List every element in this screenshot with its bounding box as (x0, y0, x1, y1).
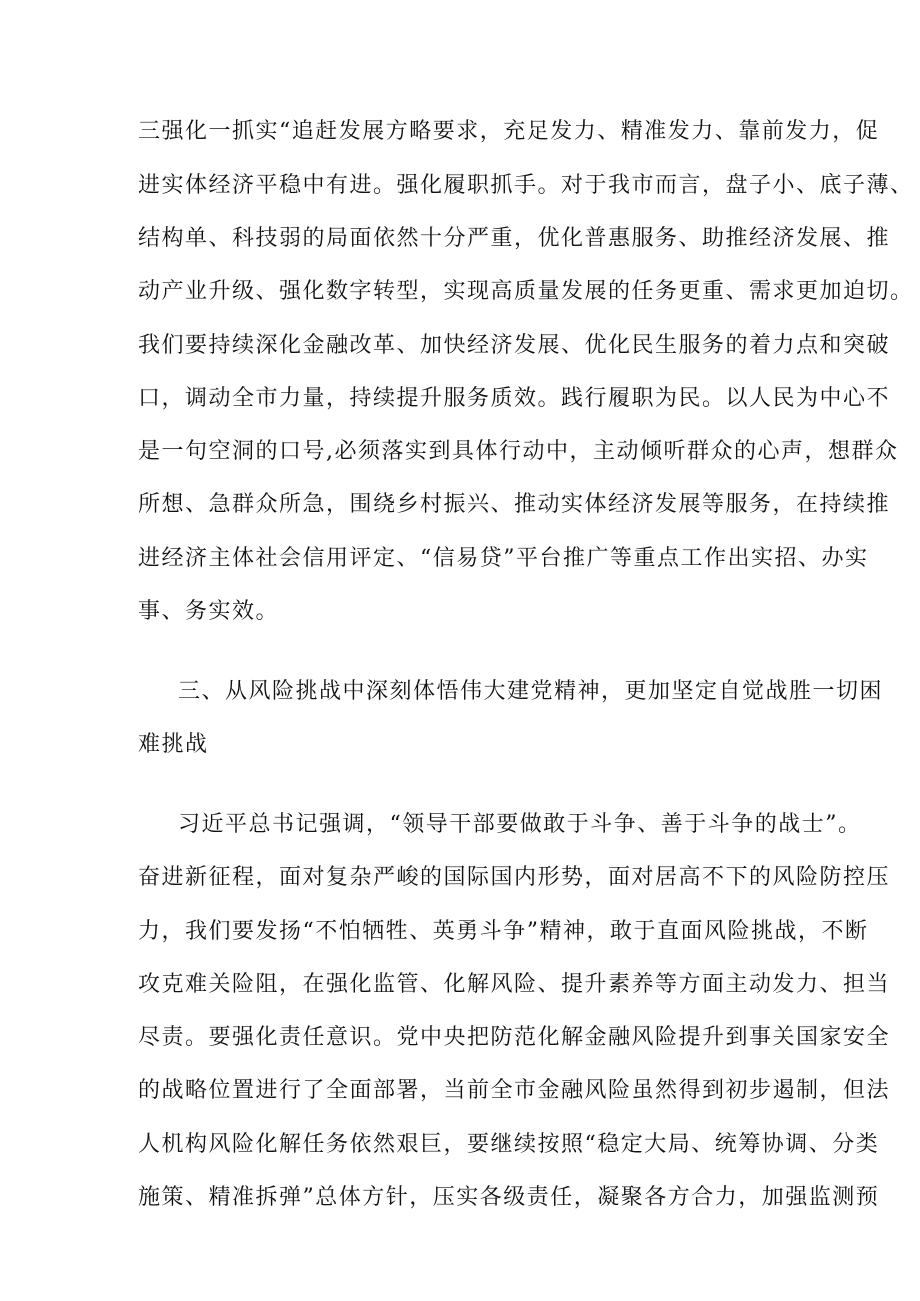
paragraph-line: 进经济主体社会信用评定、“信易贷”平台推广等重点工作出实招、办实 (138, 546, 869, 571)
paragraph-line: 口，调动全市力量，持续提升服务质效。践行履职为民。以人民为中心不 (138, 386, 891, 411)
heading-line: 三、从风险挑战中深刻体悟伟大建党精神，更加坚定自觉战胜一切困 (178, 679, 884, 704)
paragraph-line: 是一句空洞的口号,必须落实到具体行动中，主动倾听群众的心声，想群众 (138, 439, 899, 464)
paragraph-line: 三强化一抓实“追赶发展方略要求，充足发力、精准发力、靠前发力，促 (138, 119, 880, 144)
paragraph-line: 我们要持续深化金融改革、加快经济发展、优化民生服务的着力点和突破 (138, 333, 891, 358)
paragraph-line: 的战略位置进行了全面部署，当前全市金融风险虽然得到初步遏制，但法 (138, 1078, 891, 1103)
paragraph-line: 进实体经济平稳中有进。强化履职抓手。对于我市而言，盘子小、底子薄、 (138, 173, 914, 198)
paragraph-line: 人机构风险化解任务依然艰巨，要继续按照“稳定大局、统筹协调、分类 (138, 1132, 880, 1157)
paragraph-line: 力，我们要发扬“不怕牺牲、英勇斗争”精神，敢于直面风险挑战，不断 (138, 919, 869, 944)
paragraph-line: 所想、急群众所急，围绕乡村振兴、推动实体经济发展等服务，在持续推 (138, 492, 891, 517)
paragraph-line: 施策、精准拆弹”总体方针，压实各级责任，凝聚各方合力，加强监测预 (138, 1185, 880, 1210)
paragraph-line: 尽责。要强化责任意识。党中央把防范化解金融风险提升到事关国家安全 (138, 1025, 891, 1050)
paragraph-line: 结构单、科技弱的局面依然十分严重，优化普惠服务、助推经济发展、推 (138, 226, 891, 251)
paragraph-line: 习近平总书记强调，“领导干部要做敢于斗争、善于斗争的战士”。 (178, 812, 862, 837)
heading-line: 难挑战 (138, 732, 209, 757)
paragraph-line: 攻克难关险阻，在强化监管、化解风险、提升素养等方面主动发力、担当 (138, 972, 891, 997)
paragraph-line: 事、务实效。 (138, 599, 280, 624)
paragraph-line: 奋进新征程，面对复杂严峻的国际国内形势，面对居高不下的风险防控压 (138, 865, 891, 890)
paragraph-line: 动产业升级、强化数字转型，实现高质量发展的任务更重、需求更加迫切。 (138, 279, 914, 304)
